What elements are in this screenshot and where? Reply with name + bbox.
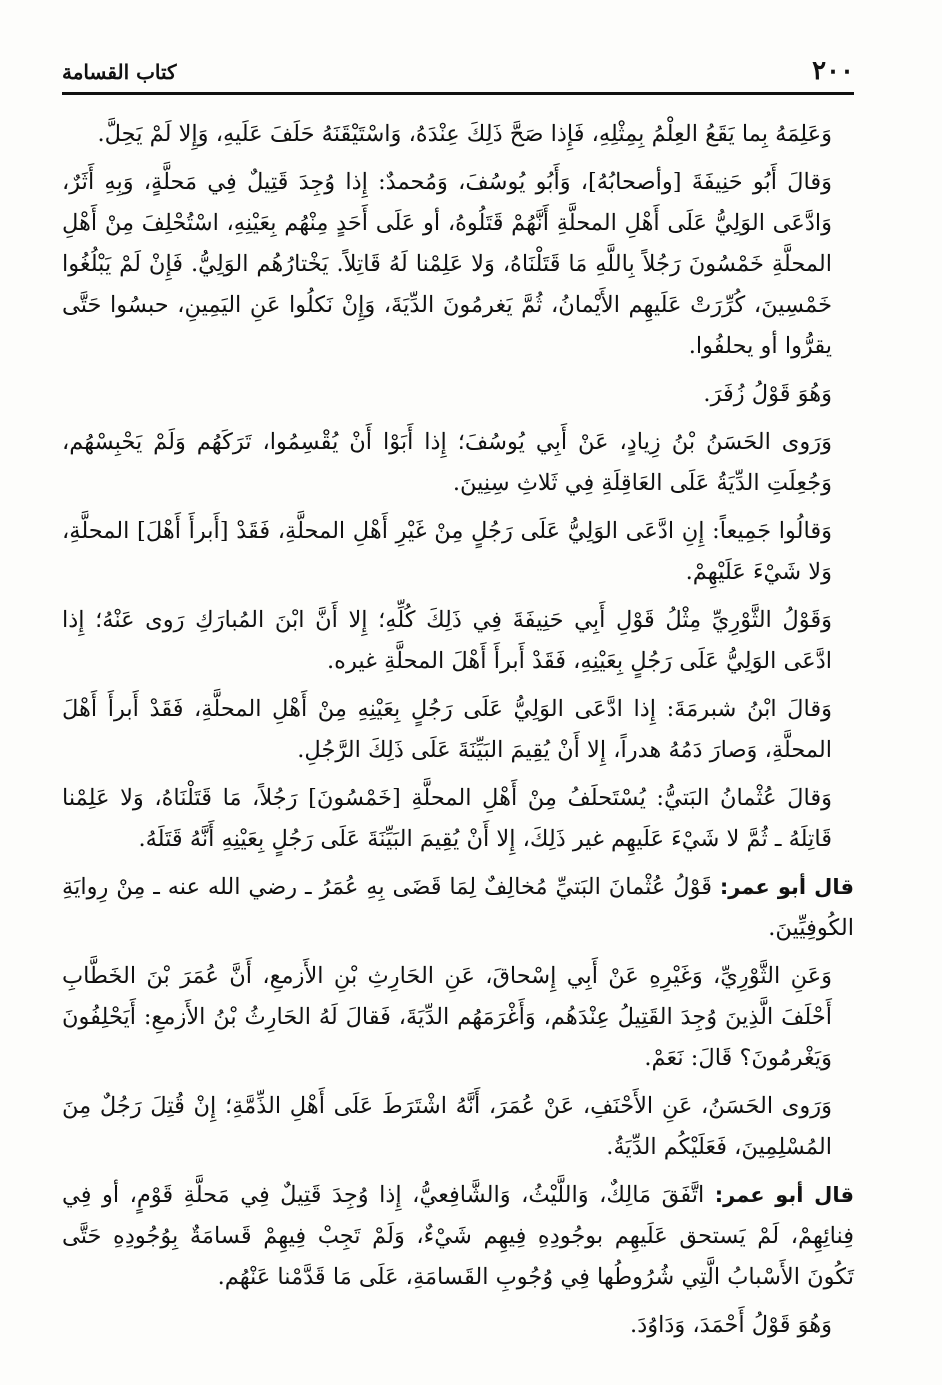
paragraph [62, 422, 854, 504]
paragraph [62, 600, 854, 682]
paragraph [62, 1175, 854, 1298]
paragraph [62, 162, 854, 367]
page-body [62, 114, 854, 1353]
paragraph [62, 956, 854, 1079]
paragraph-text: وَقالَ ابْنُ شبرمَةَ: إِذا ادَّعَى الوَلِيُّ عَلَى رَجُلٍ بِعَيْنِهِ مِنْ أَهْلِ المحلَّةِ، فَقَدْ أَبرأَ أَهْلَ المحلَّةِ، وَصارَ دَمُهُ هدراً، إِلا أَنْ يُقِيمَ البَيِّنَةَ عَلَى ذَلِكَ الرَّجُلِ. [62, 696, 832, 763]
paragraph-text: وَرَوى الحَسَنُ، عَنِ الأَحْنَفِ، عَنْ عُمَرَ، أَنَّهُ اشْتَرَطَ عَلَى أَهْلِ الذِّمَّةِ؛ إِنْ قُتِلَ رَجُلٌ مِنَ المُسْلِمِينَ، فَعَلَيْكُم الدِّيَةُ. [62, 1093, 832, 1160]
paragraph-text: وَقالُوا جَمِيعاً: إِنِ ادَّعَى الوَلِيُّ عَلَى رَجُلٍ مِنْ غَيْرِ أَهْلِ المحلَّةِ، فَقَدْ [أَبرأَ أَهْلَ] المحلَّةِ، وَلا شَيْءَ عَلَيْهِمْ. [62, 518, 832, 585]
paragraph-text: وَهُوَ قَوْلُ أَحْمَدَ، وَدَاوُدَ. [630, 1312, 832, 1338]
paragraph-text: وَعَلِمَهُ بِما يَقَعُ العِلْمُ بِمِثْلِهِ، فَإِذا صَحَّ ذَلِكَ عِنْدَهُ، وَاسْتَيْقَنَهُ حَلَفَ عَلَيهِ، وَإِلا لَمْ يَحِلَّ. [97, 121, 832, 147]
paragraph-text: وَقَوْلُ الثَّوْرِيِّ مِثْلُ قَوْلِ أَبِي حَنِيفَةَ فِي ذَلِكَ كُلِّهِ؛ إِلا أَنَّ ابْنَ المُبارَكِ رَوى عَنْهُ؛ إِذا ادَّعَى الوَلِيُّ عَلَى رَجُلٍ بِعَيْنِهِ، فَقَدْ أَبرأَ أَهْلَ المحلَّةِ غيره. [62, 607, 832, 674]
paragraph-text: وَهُوَ قَوْلُ زُفَرَ. [703, 381, 832, 407]
paragraph-text: وَرَوى الحَسَنُ بْنُ زِيادٍ، عَنْ أَبِي يُوسُفَ؛ إِذا أَبَوْا أَنْ يُقْسِمُوا، تَرَكَهُم وَلَمْ يَحْبِسْهُم، وَجُعِلَتِ الدِّيَةُ عَلَى العَاقِلَةِ فِي ثَلاثِ سِنِينَ. [62, 429, 832, 496]
paragraph-lead: قال أبو عمر: [719, 875, 854, 899]
running-title: كتاب القسامة [62, 60, 177, 84]
page-number: ٢٠٠ [812, 56, 854, 86]
paragraph [62, 1086, 854, 1168]
paragraph [62, 689, 854, 771]
page-header [62, 46, 854, 95]
paragraph-text: وَعَنِ الثَّوْرِيِّ، وَغَيْرِهِ عَنْ أَبِي إِسْحاقَ، عَنِ الحَارِثِ بْنِ الأَزمعِ، أَنَّ عُمَرَ بْنَ الخَطَّابِ أَحْلَفَ الَّذِينَ وُجِدَ القَتِيلُ عِنْدَهُم، وَأَغْرَمَهُم الدِّيَةَ، فَقالَ لَهُ الحَارِثُ بْنُ الأَزمعِ: أَيَحْلِفُونَ وَيَغْرمُونَ؟ قَالَ: نَعَمْ. [62, 963, 832, 1071]
paragraph [62, 511, 854, 593]
paragraph [62, 374, 854, 415]
paragraph-text: وَقالَ عُثْمانُ البَتيُّ: يُسْتَحلَفُ مِنْ أَهْلِ المحلَّةِ [خَمْسُونَ] رَجُلاً، مَا قَتَلْنَاهُ، وَلا عَلِمْنا قَاتِلَهُ ـ ثُمَّ لا شَيْءَ عَلَيهِم غير ذَلِكَ، إِلا أَنْ يُقِيمَ البَيِّنَةَ عَلَى رَجُلٍ بِعَيْنِهِ أَنَّهُ قَتَلَهُ. [62, 785, 832, 852]
paragraph-text: قَوْلُ عُثْمانَ البَتيِّ مُخالِفٌ لِمَا قَضَى بِهِ عُمَرُ ـ رضي الله عنه ـ مِنْ رِوايَةِ الكُوفِيِّينَ. [62, 874, 854, 941]
paragraph [62, 114, 854, 155]
paragraph-lead: قال أبو عمر: [714, 1183, 854, 1207]
paragraph [62, 1305, 854, 1346]
paragraph [62, 867, 854, 949]
paragraph-text: اتَّفَقَ مَالِكٌ، وَاللَّيْثُ، وَالشَّافِعيُّ، إِذا وُجِدَ قَتِيلٌ فِي مَحلَّةِ قَوْمٍ، أو فِي فِنائِهِمْ، لَمْ يَستحق عَلَيهِم بوجُودِهِ فِيهِم شَيْءٌ، وَلَمْ تَجِبْ فِيهِمْ قَسامَةٌ بِوُجُودِهِ حَتَّى تَكُونَ الأَسْبابُ الَّتِي شُرُوطُها فِي وُجُوبِ القَسامَةِ، عَلَى مَا قَدَّمْنا عَنْهُم. [62, 1182, 854, 1290]
paragraph-text: وَقالَ أَبُو حَنِيفَةَ [وأصحابُهُ]، وَأَبُو يُوسُفَ، وَمُحمدٌ: إِذا وُجِدَ قَتِيلٌ فِي مَحلَّةٍ، وَبِهِ أَثَرٌ، وَادَّعَى الوَلِيُّ عَلَى أَهْلِ المحلَّةِ أَنَّهُمْ قَتَلُوهُ، أو عَلَى أَحَدٍ مِنْهُم بِعَيْنِهِ، اسْتُحْلِفَ مِنْ أَهْلِ المحلَّةِ خَمْسُونَ رَجُلاً بِاللَّهِ مَا قَتَلْنَاهُ، وَلا عَلِمْنا لَهُ قَاتِلاً. يَخْتارُهُم الوَلِيُّ. فَإِنْ لَمْ يَبْلُغُوا خَمْسِينَ، كُرِّرَتْ عَلَيهِم الأَيْمانُ، ثُمَّ يَغرمُونَ الدِّيَةَ، وَإِنْ نَكلُوا عَنِ اليَمِينِ، حبسُوا حَتَّى يقرُّوا أو يحلفُوا. [62, 169, 832, 359]
paragraph [62, 778, 854, 860]
